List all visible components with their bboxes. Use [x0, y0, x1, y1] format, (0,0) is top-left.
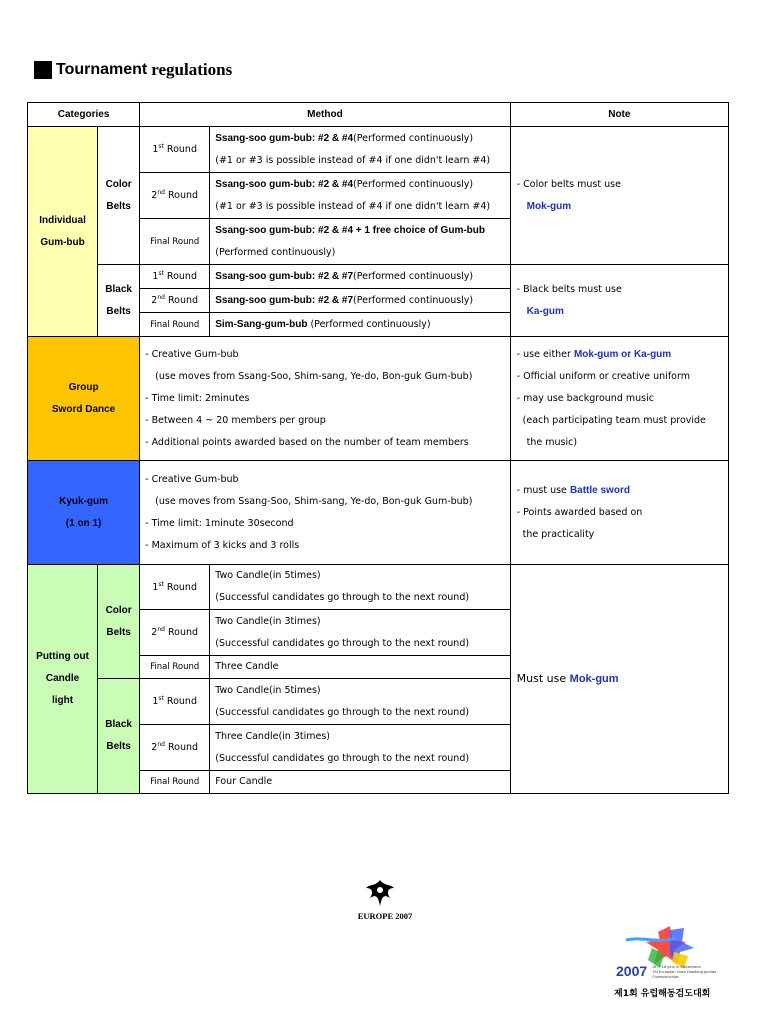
round-label: Final Round	[140, 219, 210, 265]
method-kyuk-gum: - Creative Gum-bub (use moves from Ssang-Soo, Shim-sang, Ye-do, Bon-guk Gum-bub) - Time limit: 1minute 30second - Maximum of 3 kicks and 3 rolls	[140, 461, 511, 565]
champ-korean: 제1회 유럽해동검도대회	[614, 989, 711, 999]
method-cell: Ssang-soo gum-bub: #2 & #4 + 1 free choice of Gum-bub (Performed continuously)	[210, 219, 510, 265]
championship-logo	[612, 924, 722, 1004]
page-heading	[34, 58, 232, 82]
header-note: Note	[510, 103, 728, 127]
footer-text: EUROPE 2007	[357, 911, 413, 921]
round-label: 1st Round	[140, 265, 210, 289]
note-black-belts: - Black belts must use Ka-gum	[510, 265, 728, 337]
note-kyuk-gum: - must use Battle sword - Points awarded based on the practicality	[510, 461, 728, 565]
method-cell: Ssang-soo gum-bub: #2 & #4(Performed continuously) (#1 or #3 is possible instead of #4 if one didn't learn #4)	[210, 127, 510, 173]
star-swoosh-icon	[626, 926, 694, 968]
note-candle: Must use Mok-gum	[510, 565, 728, 794]
category-group: Group Sword Dance	[28, 337, 140, 461]
sub-color-belts: Color Belts	[98, 127, 140, 265]
category-candle: Putting out Candle light	[28, 565, 98, 794]
method-group: - Creative Gum-bub (use moves from Ssang-Soo, Shim-sang, Ye-do, Bon-guk Gum-bub) - Time limit: 2minutes - Between 4 ~ 20 members per group - Additional points awarded based on the number of team members	[140, 337, 511, 461]
method-cell: Two Candle(in 3times) (Successful candidates go through to the next round)	[210, 610, 510, 656]
heading-part1: Tournament	[56, 61, 148, 78]
round-label: Final Round	[140, 313, 210, 337]
category-individual: Individual Gum-bub	[28, 127, 98, 337]
table-header-row	[28, 103, 729, 127]
method-cell: Four Candle	[210, 771, 510, 794]
round-label: 1st Round	[140, 679, 210, 725]
sub-candle-color-belts: Color Belts	[98, 565, 140, 679]
round-label: 2nd Round	[140, 725, 210, 771]
method-cell: Three Candle(in 3times) (Successful candidates go through to the next round)	[210, 725, 510, 771]
heading-square-icon	[34, 61, 52, 79]
header-categories: Categories	[28, 103, 140, 127]
sub-black-belts: Black Belts	[98, 265, 140, 337]
table-row	[28, 127, 729, 173]
method-cell: Three Candle	[210, 656, 510, 679]
sub-candle-black-belts: Black Belts	[98, 679, 140, 794]
method-cell: Ssang-soo gum-bub: #2 & #7(Performed continuously)	[210, 265, 510, 289]
method-cell: Sim-Sang-gum-bub (Performed continuously)	[210, 313, 510, 337]
champ-year: 2007	[616, 963, 648, 979]
phoenix-logo-icon	[360, 876, 400, 910]
table-row	[28, 565, 729, 610]
method-cell: Ssang-soo gum-bub: #2 & #4(Performed continuously) (#1 or #3 is possible instead of #4 if one didn't learn #4)	[210, 173, 510, 219]
method-cell: Two Candle(in 5times) (Successful candidates go through to the next round)	[210, 679, 510, 725]
table-row	[28, 337, 729, 461]
note-color-belts: - Color belts must use Mok-gum	[510, 127, 728, 265]
round-label: 2nd Round	[140, 289, 210, 313]
note-group: - use either Mok-gum or Ka-gum - Official uniform or creative uniform - may use background music (each participating team must provide the music)	[510, 337, 728, 461]
champ-small3: Championships	[652, 975, 679, 979]
method-cell: Ssang-soo gum-bub: #2 & #7(Performed continuously)	[210, 289, 510, 313]
round-label: Final Round	[140, 771, 210, 794]
round-label: 1st Round	[140, 565, 210, 610]
regulations-table	[27, 102, 729, 794]
champ-small1: 16 ~ 18 June in Switzerland	[652, 965, 701, 969]
round-label: Final Round	[140, 656, 210, 679]
table-row	[28, 265, 729, 289]
round-label: 1st Round	[140, 127, 210, 173]
method-cell: Two Candle(in 5times) (Successful candidates go through to the next round)	[210, 565, 510, 610]
table-row	[28, 461, 729, 565]
heading-part2: regulations	[151, 60, 233, 79]
round-label: 2nd Round	[140, 610, 210, 656]
round-label: 2nd Round	[140, 173, 210, 219]
header-method: Method	[140, 103, 511, 127]
champ-small2: 1St European Open Haedong gumdo	[652, 970, 717, 974]
category-kyuk-gum: Kyuk-gum (1 on 1)	[28, 461, 140, 565]
